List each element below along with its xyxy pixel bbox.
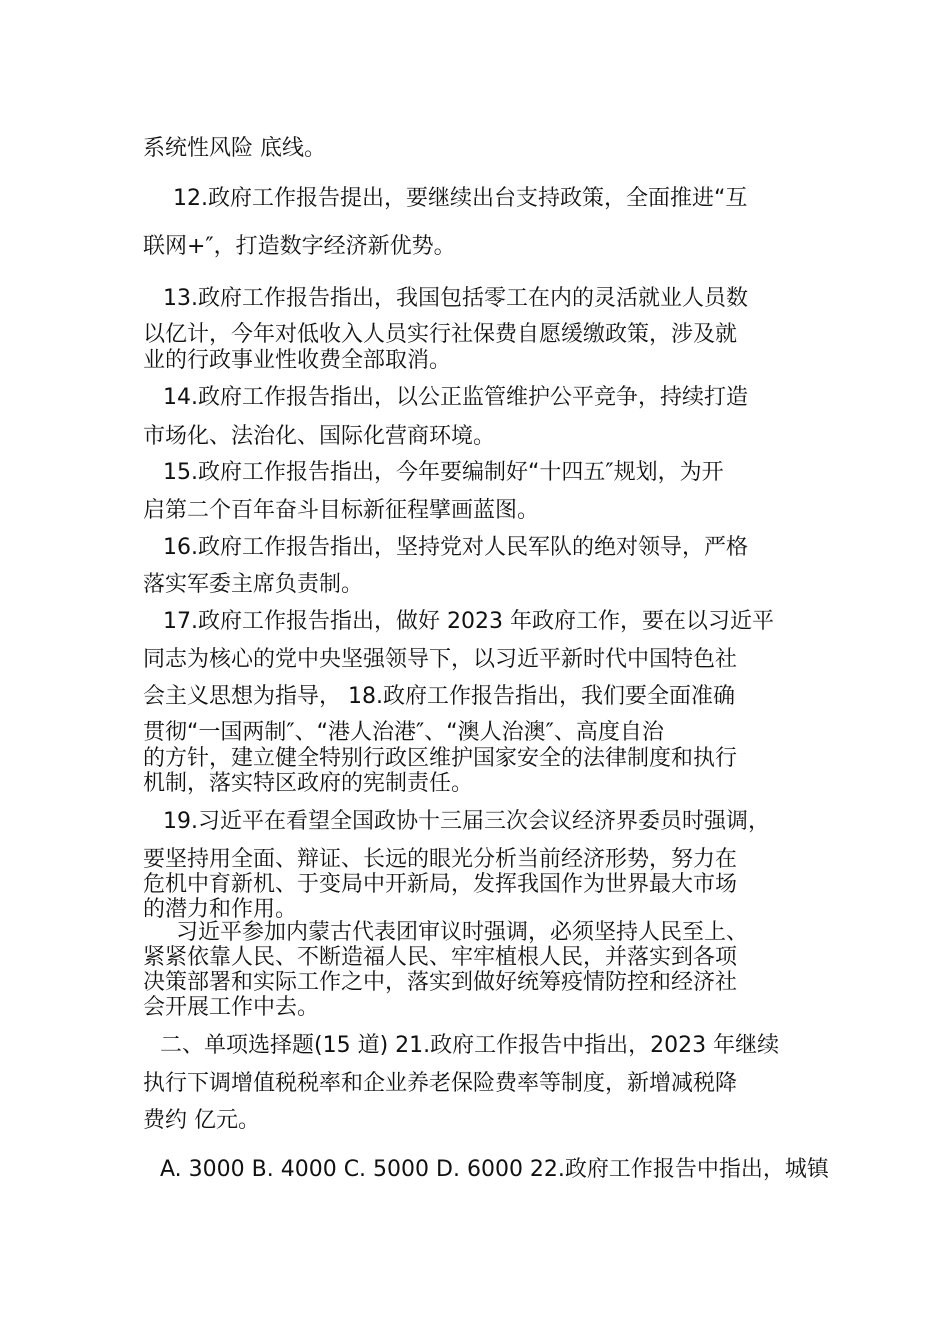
text-line: 19.习近平在看望全国政协十三届三次会议经济界委员时强调，	[163, 809, 770, 834]
text-line: 执行下调增值税税率和企业养老保险费率等制度，新增减税降	[143, 1071, 738, 1096]
text-line: 费约 亿元。	[143, 1108, 260, 1133]
text-line: 紧紧依靠人民、不断造福人民、牢牢植根人民，并落实到各项	[143, 945, 738, 970]
text-line: 14.政府工作报告指出，以公正监管维护公平竞争，持续打造	[163, 385, 748, 410]
text-line: 联网+″，打造数字经济新优势。	[143, 234, 456, 259]
text-line: 15.政府工作报告指出，今年要编制好“十四五″规划，为开	[163, 460, 724, 485]
text-line: 的潜力和作用。	[143, 897, 298, 922]
text-line: 二、单项选择题(15 道) 21.政府工作报告中指出，2023 年继续	[160, 1033, 780, 1058]
text-line: 的方针，建立健全特别行政区维护国家安全的法律制度和执行	[143, 746, 738, 771]
text-line: 13.政府工作报告指出，我国包括零工在内的灵活就业人员数	[163, 286, 748, 311]
text-line: A. 3000 B. 4000 C. 5000 D. 6000 22.政府工作报告中指出，城镇	[160, 1157, 829, 1182]
text-line: 12.政府工作报告提出，要继续出台支持政策，全面推进“互	[173, 186, 748, 211]
text-line: 贯彻“一国两制″、“港人治港″、“澳人治澳″、高度自治	[143, 720, 664, 745]
text-line: 同志为核心的党中央坚强领导下，以习近平新时代中国特色社	[143, 647, 738, 672]
text-line: 业的行政事业性收费全部取消。	[143, 348, 452, 373]
text-line: 市场化、法治化、国际化营商环境。	[143, 424, 496, 449]
text-line: 系统性风险 底线。	[143, 136, 326, 161]
text-line: 17.政府工作报告指出，做好 2023 年政府工作，要在以习近平	[163, 609, 774, 634]
text-line: 启第二个百年奋斗目标新征程擘画蓝图。	[143, 498, 540, 523]
text-line: 决策部署和实际工作之中，落实到做好统筹疫情防控和经济社	[143, 970, 738, 995]
text-line: 要坚持用全面、辩证、长远的眼光分析当前经济形势，努力在	[143, 847, 738, 872]
text-line: 会主义思想为指导， 18.政府工作报告指出，我们要全面准确	[143, 684, 735, 709]
text-line: 以亿计，今年对低收入人员实行社保费自愿缓缴政策，涉及就	[143, 322, 738, 347]
text-line: 习近平参加内蒙古代表团审议时强调，必须坚持人民至上、	[176, 920, 749, 945]
text-line: 落实军委主席负责制。	[143, 572, 364, 597]
text-line: 机制，落实特区政府的宪制责任。	[143, 771, 474, 796]
text-line: 危机中育新机、于变局中开新局，发挥我国作为世界最大市场	[143, 872, 738, 897]
text-line: 16.政府工作报告指出，坚持党对人民军队的绝对领导，严格	[163, 535, 748, 560]
text-line: 会开展工作中去。	[143, 995, 320, 1020]
